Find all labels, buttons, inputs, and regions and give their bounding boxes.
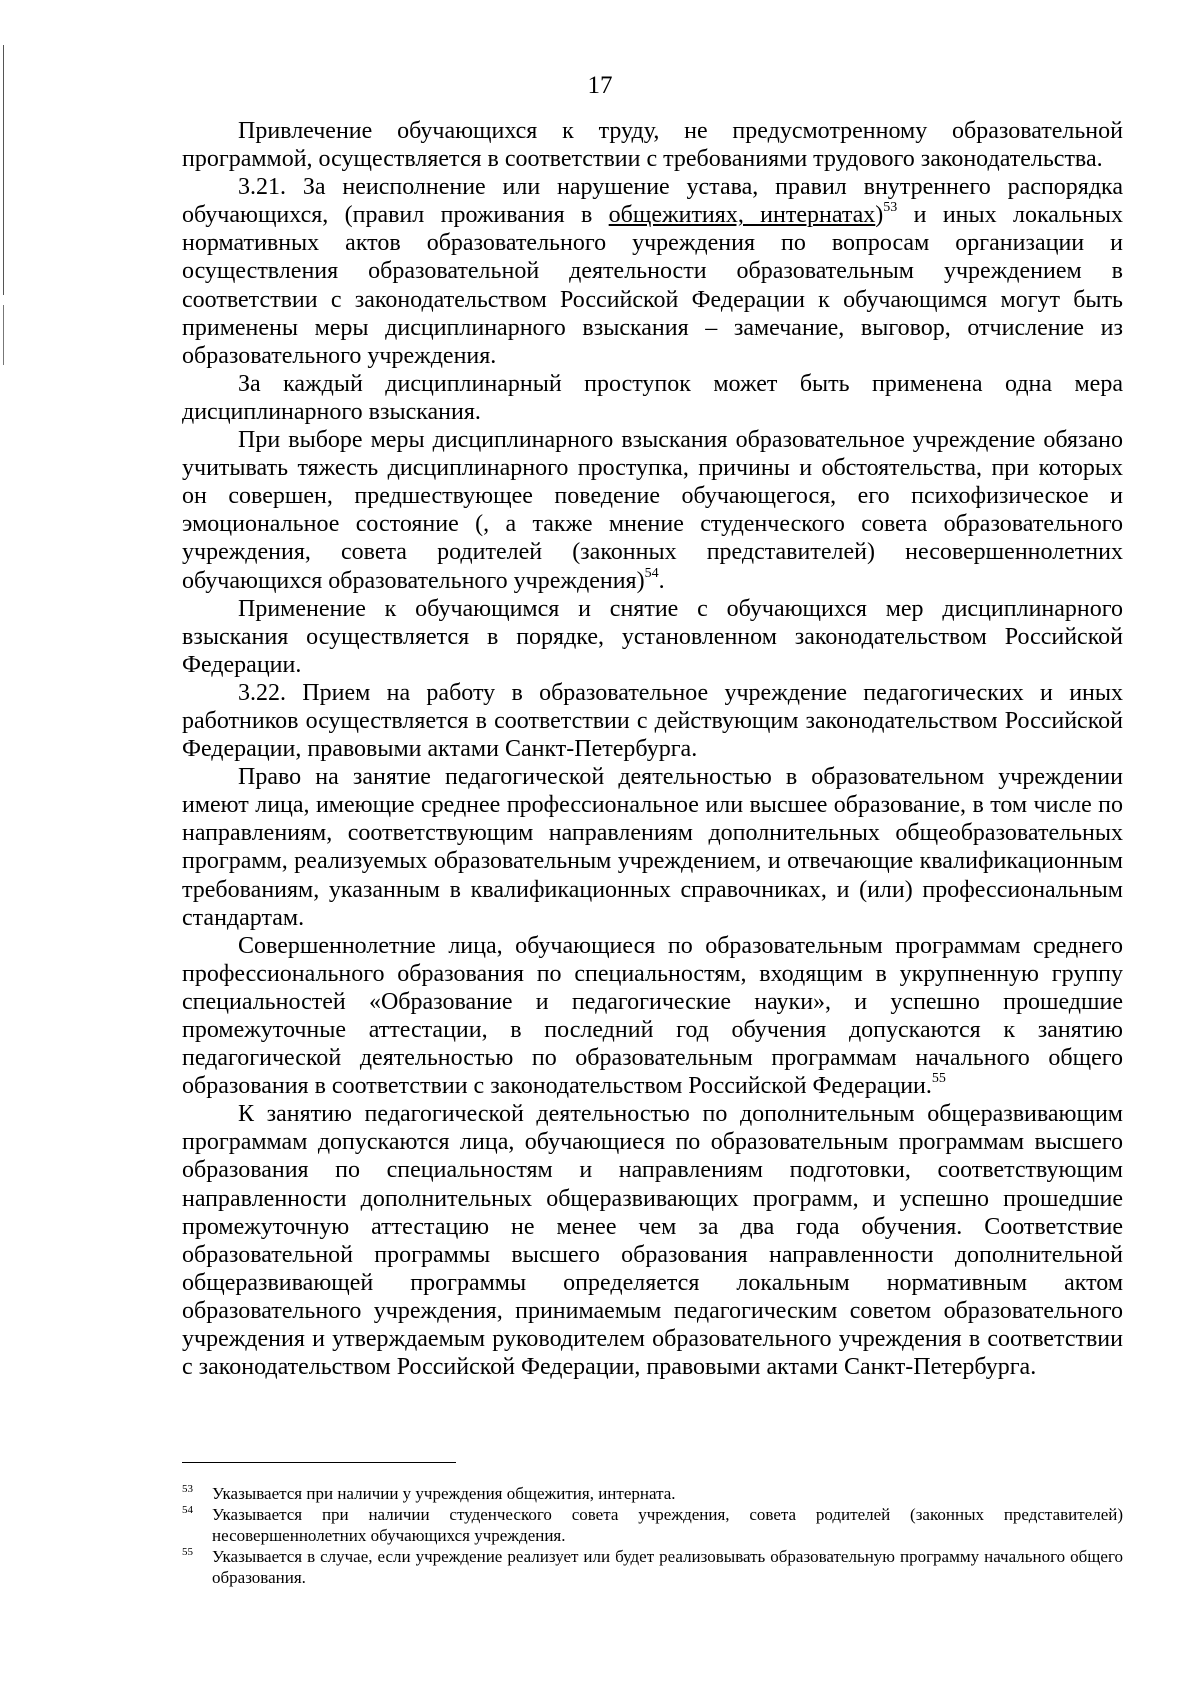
footnotes	[182, 1483, 1123, 1588]
paragraph: К занятию педагогической деятельностью по дополнительным общеразвивающим программам допускаются лица, обучающиеся по образовательным программам высшего образования по специальностям и направлениям подготовки, соответствующим направленности дополнительных общеразвивающих программ, и успешно прошедшие промежуточную аттестацию не менее чем за два года обучения. Соответствие образовательной программы высшего образования направленности дополнительной общеразвивающей программы определяется локальным нормативным актом образовательного учреждения, принимаемым педагогическим советом образовательного учреждения и утверждаемым руководителем образовательного учреждения в соответствии с законодательством Российской Федерации, правовыми актами Санкт-Петербурга.	[182, 1101, 1123, 1381]
paragraph-3-22: 3.22. Прием на работу в образовательное учреждение педагогических и иных работников осуществляется в соответствии с действующим законодательством Российской Федерации, правовыми актами Санкт-Петербурга.	[182, 679, 1123, 763]
footnote-number: 54	[182, 1504, 193, 1516]
paragraph: Право на занятие педагогической деятельностью в образовательном учреждении имеют лица, имеющие среднее профессиональное или высшее образование, в том числе по направлениям, соответствующим направлениям дополнительных общеобразовательных программ, реализуемых образовательным учреждением, и отвечающие квалификационным требованиям, указанным в квалификационных справочниках, и (или) профессиональным стандартам.	[182, 764, 1123, 931]
footnote-ref-54[interactable]: 54	[644, 565, 659, 581]
paragraph: Привлечение обучающихся к труду, не предусмотренному образовательной программой, осуществляется в соответствии с требованиями трудового законодательства.	[182, 118, 1123, 173]
page-number: 17	[587, 72, 613, 99]
paragraph: Применение к обучающимся и снятие с обучающихся мер дисциплинарного взыскания осуществляется в порядке, установленном законодательством Российской Федерации.	[182, 595, 1123, 678]
footnote-text: Указывается при наличии студенческого совета учреждения, совета родителей (законных представителей) несовершеннолетних обучающихся учреждения.	[212, 1505, 1123, 1545]
footnote-ref-55[interactable]: 55	[931, 1071, 946, 1087]
paragraph-3-21: 3.21. За неисполнение или нарушение устава, правил внутреннего распорядка обучающихся, (правил проживания в общежитиях, интернатах)$^{53}$ и иных локальных нормативных актов образовательного учреждения по вопросам организации и осуществления образовательной деятельности образовательным учреждением в соответствии с законодательством Российской Федерации к обучающимся могут быть применены меры дисциплинарного взыскания – замечание, выговор, отчисление из образовательного учреждения.	[182, 174, 1123, 369]
footnote-number: 53	[182, 1483, 193, 1495]
footnote-text: Указывается в случае, если учреждение реализует или будет реализовывать образовательную программу начального общего образования.	[212, 1547, 1123, 1587]
footnote-55	[182, 1546, 1123, 1588]
paragraph: За каждый дисциплинарный проступок может быть применена одна мера дисциплинарного взыскания.	[182, 370, 1123, 425]
paragraph: При выборе меры дисциплинарного взыскания образовательное учреждение обязано учитывать тяжесть дисциплинарного проступка, причины и обстоятельства, при которых он совершен, предшествующее поведение обучающегося, его психофизическое и эмоциональное состояние (, а также мнение студенческого совета образовательного учреждения, совета родителей (законных представителей) несовершеннолетних обучающихся образовательного учреждения)$^{54}$.	[182, 427, 1123, 594]
footnote-number: 55	[182, 1546, 193, 1558]
underlined-text: общежитиях, интернатах	[608, 202, 876, 229]
footnote-text: Указывается при наличии у учреждения общежития, интерната.	[212, 1484, 676, 1503]
footnote-separator	[182, 1462, 456, 1463]
footnote-53	[182, 1483, 1123, 1504]
footnote-54	[182, 1504, 1123, 1546]
paragraph: Совершеннолетние лица, обучающиеся по образовательным программам среднего профессионального образования по специальностям, входящим в укрупненную группу специальностей «Образование и педагогические науки», и успешно прошедшие промежуточные аттестации, в последний год обучения допускаются к занятию педагогической деятельностью по образовательным программам начального общего образования в соответствии с законодательством Российской Федерации.$^{55}$	[182, 932, 1123, 1100]
body-text	[182, 117, 1123, 1381]
scan-edge-line	[3, 305, 4, 365]
footnote-ref-53[interactable]: 53	[883, 200, 898, 216]
